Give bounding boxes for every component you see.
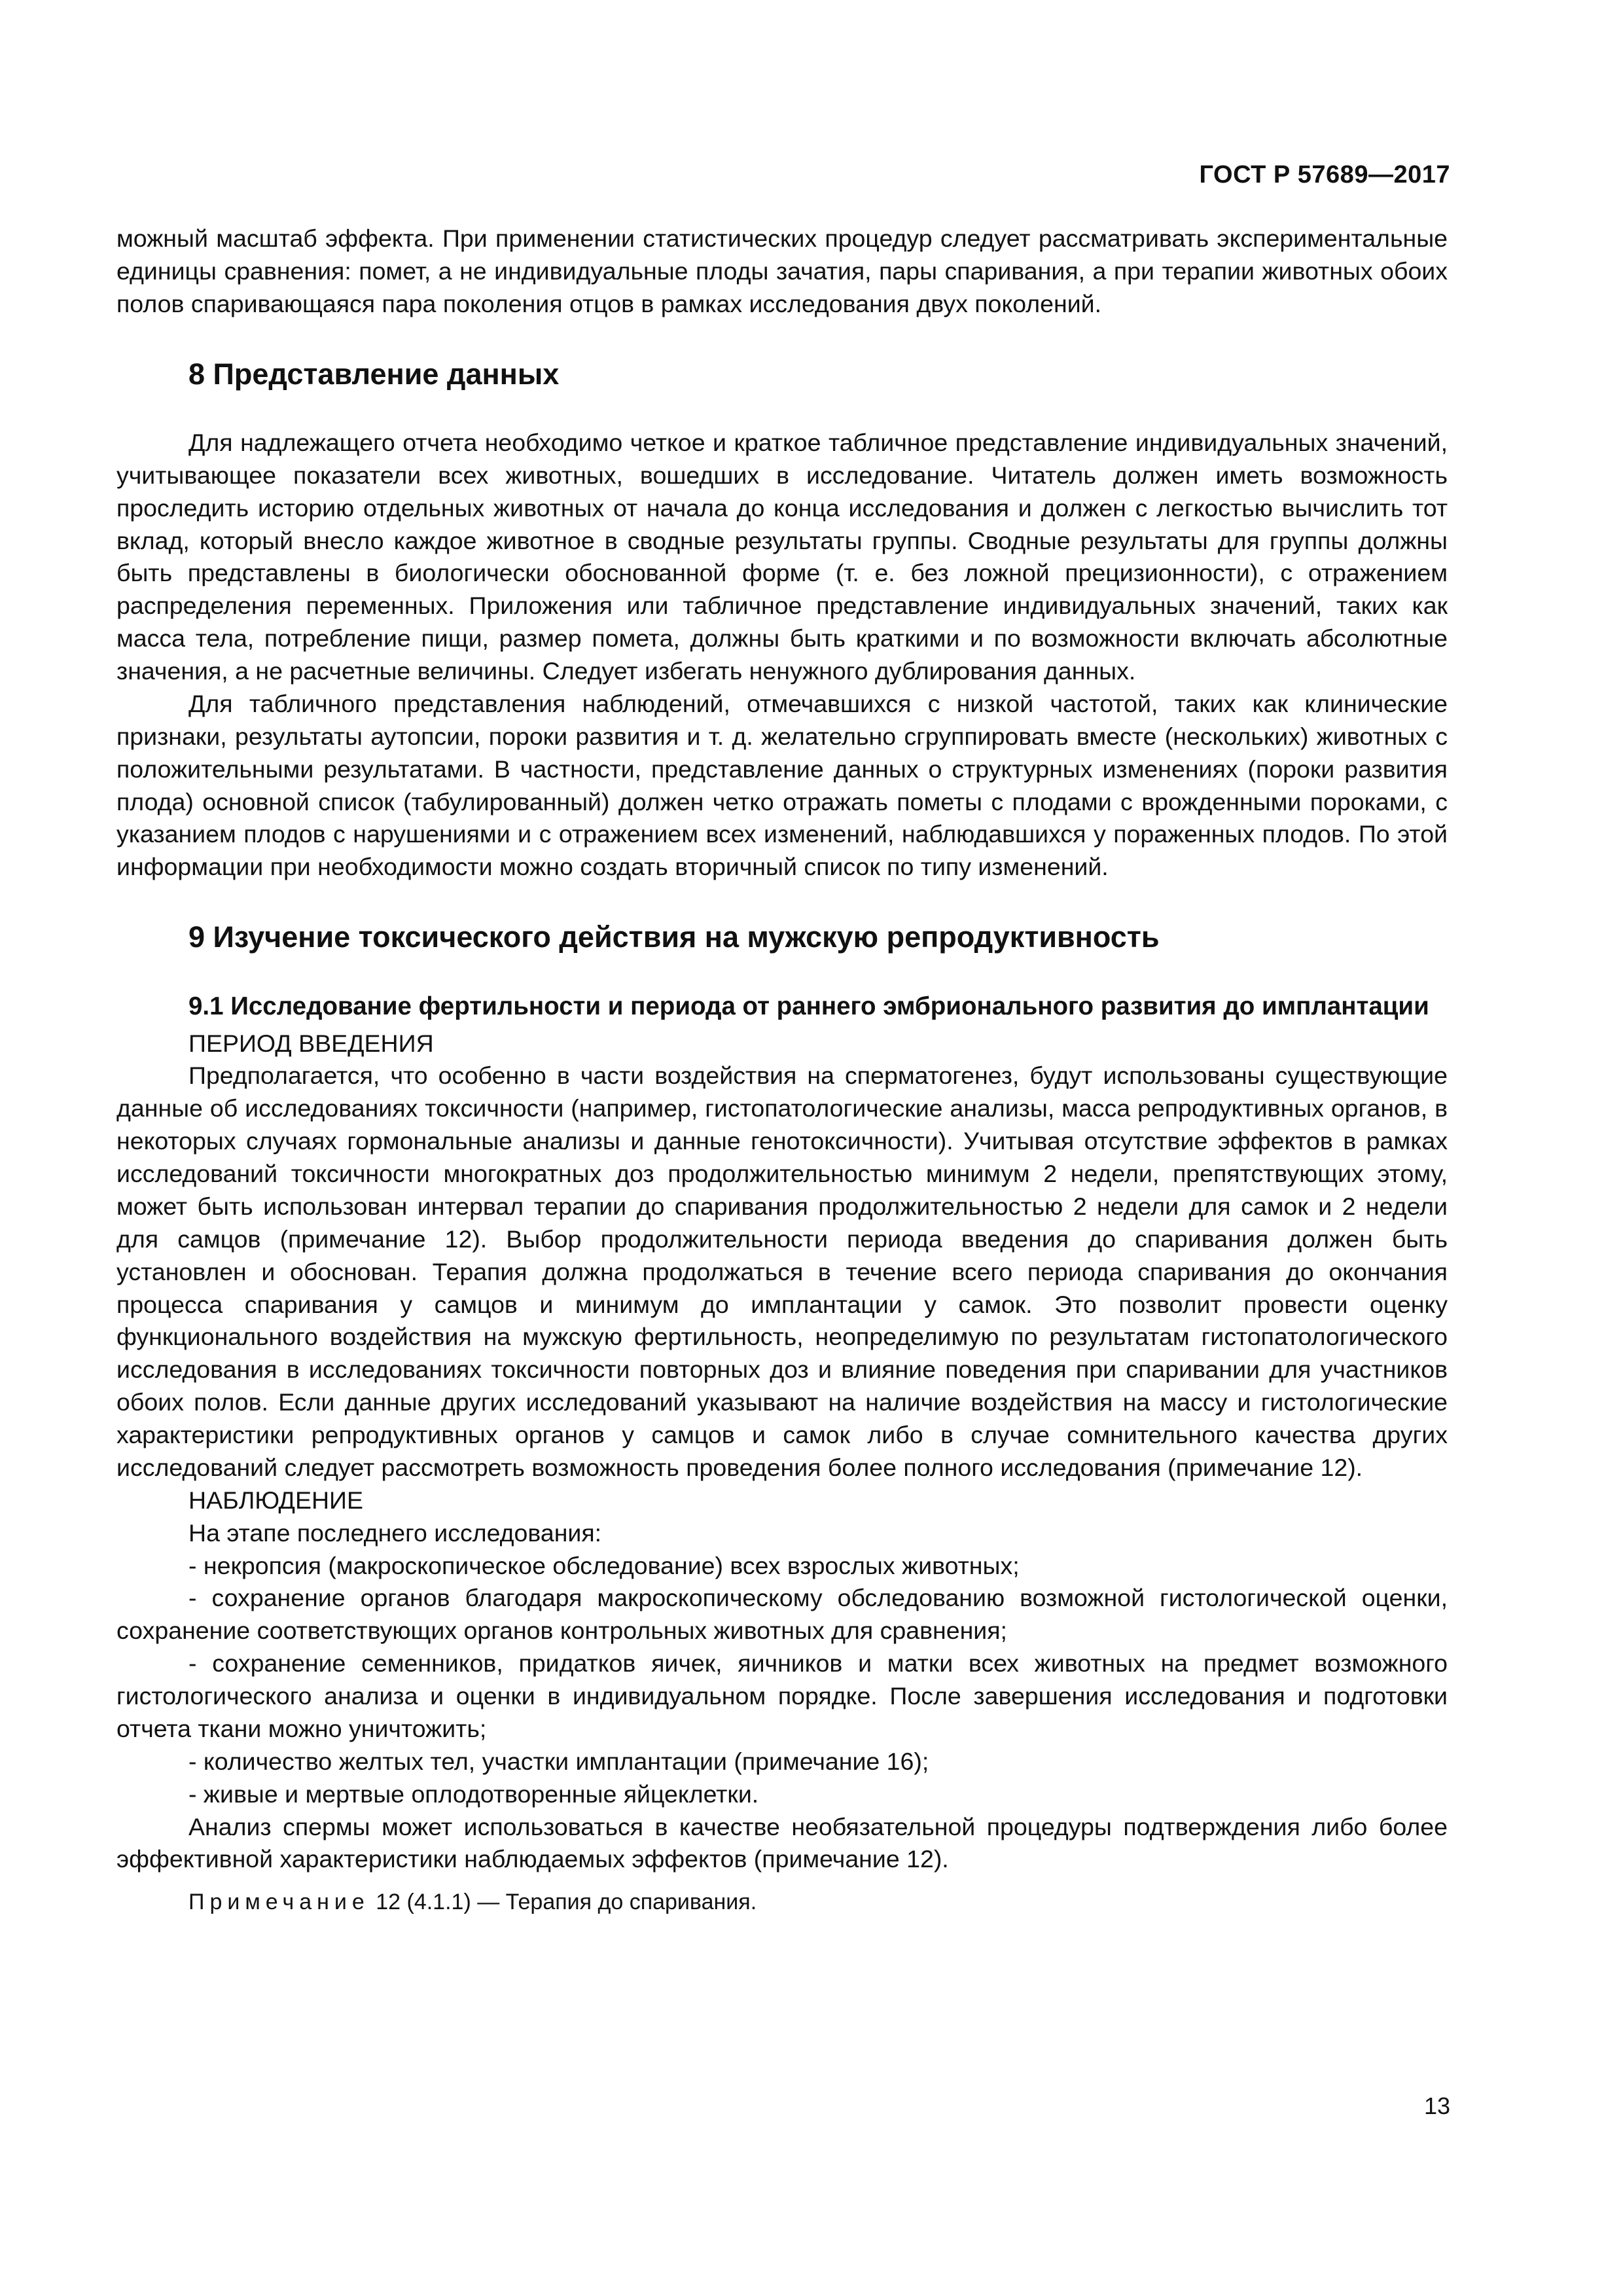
observation-item-3: - сохранение семенников, придатков яичек, яичников и матки всех животных на предмет возможного гистологического анализа и оценки в индивидуальном порядке. После завершения исследования и подготовки отчета ткани можно уничтожить;: [116, 1649, 1448, 1742]
page-number: 13: [1423, 2092, 1450, 2119]
document-id-header: ГОСТ Р 57689—2017: [1199, 161, 1450, 188]
observation-label: НАБЛЮДЕНИЕ: [188, 1486, 364, 1514]
observation-item-4: - количество желтых тел, участки имплантации (примечание 16);: [188, 1747, 929, 1775]
note-label: Примечание: [188, 1890, 370, 1915]
observation-item-2: - сохранение органов благодаря макроскопическому обследованию возможной гистологической оценки, сохранение соответствующих органов контрольных животных для сравнения;: [116, 1584, 1448, 1645]
section-8-paragraph-1: Для надлежащего отчета необходимо четкое и краткое табличное представление индивидуальных значений, учитывающее показатели всех животных, вошедших в исследование. Читатель должен иметь возможность проследить историю отдельных животных от начала до конца исследования и должен с легкостью вычислить тот вклад, который внесло каждое животное в сводные результаты группы. Сводные результаты для группы должны быть представлены в биологически обоснованной форме (т. е. без ложной прецизионности), с отражением распределения переменных. Приложения или табличное представление индивидуальных значений, таких как масса тела, потребление пищи, размер помета, должны быть краткими и по возможности включать абсолютные значения, а не расчетные величины. Следует избегать ненужного дублирования данных.: [116, 428, 1448, 685]
observation-item-1: - некропсия (макроскопическое обследование) всех взрослых животных;: [188, 1551, 1020, 1579]
section-9-heading: 9 Изучение токсического действия на мужскую репродуктивность: [188, 920, 1160, 954]
period-label: ПЕРИОД ВВЕДЕНИЯ: [188, 1029, 434, 1057]
intro-paragraph: можный масштаб эффекта. При применении статистических процедур следует рассматривать экспериментальные единицы сравнения: помет, а не индивидуальные плоды зачатия, пары спаривания, а при терапии животных обоих полов спаривающаяся пара поколения отцов в рамках исследования двух поколений.: [116, 224, 1448, 317]
observation-intro: На этапе последнего исследования:: [188, 1518, 602, 1547]
note-12: [116, 1888, 1448, 1917]
section-8-paragraph-2: Для табличного представления наблюдений, отмечавшихся с низкой частотой, таких как клинические признаки, результаты аутопсии, пороки развития и т. д. желательно сгруппировать вместе (нескольких) животных с положительными результатами. В частности, представление данных о структурных изменениях (пороки развития плода) основной список (табулированный) должен четко отражать пометы с плодами с врожденными пороками, с указанием плодов с нарушениями и с отражением всех изменений, наблюдавшихся у пораженных плодов. По этой информации при необходимости можно создать вторичный список по типу изменений.: [116, 689, 1448, 881]
observation-item-5: - живые и мертвые оплодотворенные яйцеклетки.: [188, 1780, 759, 1808]
subsection-9-1-heading: 9.1 Исследование фертильности и периода от раннего эмбрионального развития до имплантации: [188, 992, 1429, 1021]
section-8-heading: 8 Представление данных: [188, 357, 560, 391]
sperm-analysis-paragraph: Анализ спермы может использоваться в качестве необязательной процедуры подтверждения либо более эффективной характеристики наблюдаемых эффектов (примечание 12).: [116, 1812, 1448, 1873]
note-text: 12 (4.1.1) — Терапия до спаривания.: [369, 1890, 757, 1915]
page-content: [116, 223, 1448, 1918]
period-paragraph: Предполагается, что особенно в части воздействия на сперматогенез, будут использованы существующие данные об исследованиях токсичности (например, гистопатологические анализы, масса репродуктивных органов, в некоторых случаях гормональные анализы и данные генотоксичности). Учитывая отсутствие эффектов в рамках исследований токсичности многократных доз продолжительностью минимум 2 недели, препятствующих этому, может быть использован интервал терапии до спаривания продолжительностью 2 недели для самок и 2 недели для самцов (примечание 12). Выбор продолжительности периода введения до спаривания должен быть установлен и обоснован. Терапия должна продолжаться в течение всего периода спаривания до окончания процесса спаривания у самцов и минимум до имплантации у самок. Это позволит провести оценку функционального воздействия на мужскую фертильность, неопределимую по результатам гистопатологического исследования в исследованиях токсичности повторных доз и влияние поведения при спаривании для участников обоих полов. Если данные других исследований указывают на наличие воздействия на массу и гистологические характеристики репродуктивных органов у самцов и самок либо в случае сомнительного качества других исследований следует рассмотреть возможность проведения более полного исследования (примечание 12).: [116, 1062, 1448, 1481]
